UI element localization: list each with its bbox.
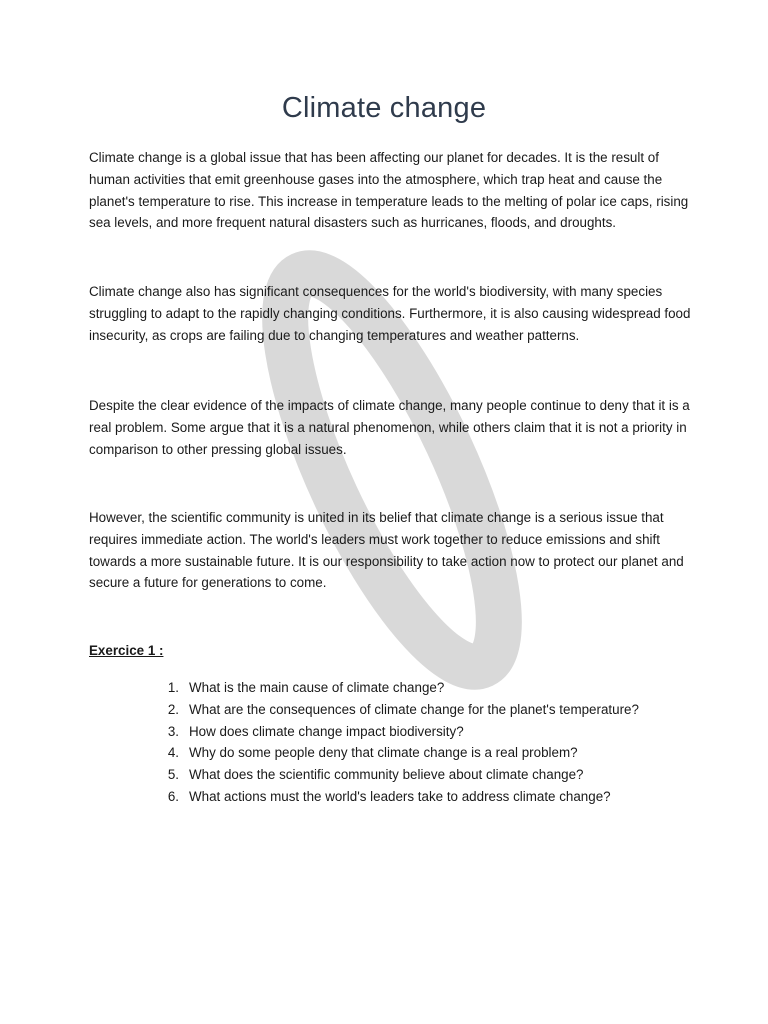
question-item xyxy=(150,677,710,699)
paragraph-biodiversity: Climate change also has significant consequences for the world's biodiversity, with many species struggling to adapt to the rapidly changing conditions. Furthermore, it is also causing widespread food insecurity, as crops are failing due to changing temperatures and weather patterns. xyxy=(89,284,691,343)
question-text: What actions must the world's leaders take to address climate change? xyxy=(189,788,611,804)
paragraph-denial: Despite the clear evidence of the impacts of climate change, many people continue to deny that it is a real problem. Some argue that it is a natural phenomenon, while others claim that it is not a priority in comparison to other pressing global issues. xyxy=(89,398,690,457)
question-text: What is the main cause of climate change? xyxy=(189,680,445,695)
question-item xyxy=(150,764,710,786)
question-text: What does the scientific community believe about climate change? xyxy=(189,767,584,783)
question-number: 5. xyxy=(167,767,179,783)
question-item xyxy=(150,721,710,743)
paragraph-scientific-community: However, the scientific community is united in its belief that climate change is a serious issue that requires immediate action. The world's leaders must work together to reduce emissions and shift towards a more sustainable future. It is our responsibility to take action now to protect our planet and secure a future for generations to come. xyxy=(89,510,684,591)
question-number: 6. xyxy=(167,788,179,804)
page-title: Climate change xyxy=(281,92,487,124)
question-number: 3. xyxy=(167,723,179,739)
exercise-heading: Exercice 1 : xyxy=(89,643,164,658)
question-item xyxy=(150,786,710,808)
question-item xyxy=(150,699,710,721)
question-text: What are the consequences of climate change for the planet's temperature? xyxy=(189,701,639,717)
question-number: 4. xyxy=(167,745,179,761)
question-item xyxy=(150,742,710,764)
paragraph-intro: Climate change is a global issue that has been affecting our planet for decades. It is the result of human activities that emit greenhouse gases into the atmosphere, which trap heat and cause the planet's temperature to rise. This increase in temperature leads to the melting of polar ice caps, rising sea levels, and more frequent natural disasters such as hurricanes, floods, and droughts. xyxy=(89,150,689,231)
exercise-question-list xyxy=(150,677,710,808)
question-number: 2. xyxy=(167,701,179,717)
question-text: Why do some people deny that climate change is a real problem? xyxy=(189,745,578,761)
question-number: 1. xyxy=(167,680,179,695)
question-text: How does climate change impact biodiversity? xyxy=(189,723,464,739)
